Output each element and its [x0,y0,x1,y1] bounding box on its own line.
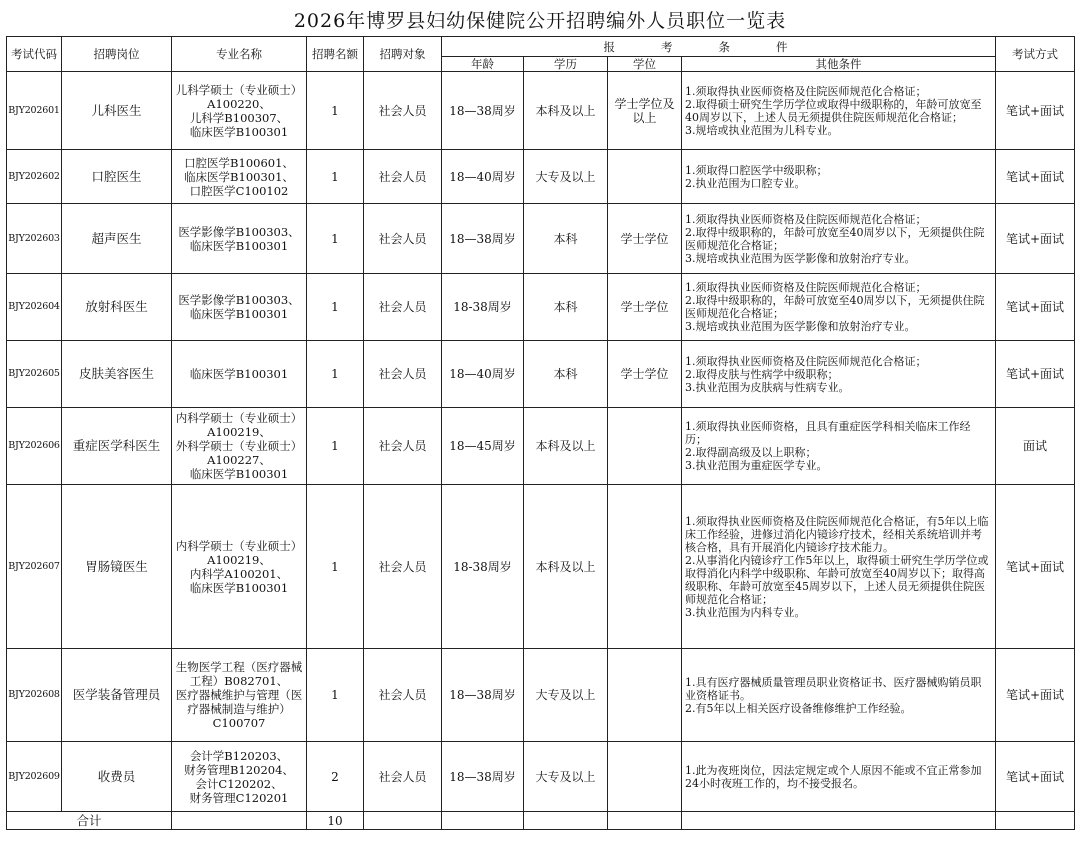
degree [608,408,682,485]
other-conditions: 1.须取得执业医师资格及住院医师规范化合格证； 2.取得硕士研究生学历学位或取得中级职称的，年龄可放宽至40周岁以下，上述人员无须提供住院医师规范化合格证； 3.规培或执业范围为儿科专业。 [682,72,996,150]
other-conditions: 1.此为夜班岗位，因法定规定或个人原因不能或不宜正常参加24小时夜班工作的，均不接受报名。 [682,742,996,812]
age: 18—38周岁 [442,742,524,812]
exam-code: BJY202607 [7,485,62,649]
table-row [7,274,1075,341]
header-position: 招聘岗位 [62,37,172,72]
age: 18—38周岁 [442,649,524,742]
degree [608,485,682,649]
header-degree: 学位 [608,57,682,72]
education: 大专及以上 [524,649,608,742]
major-name: 临床医学B100301 [172,341,307,408]
quota: 1 [307,485,364,649]
target: 社会人员 [364,274,442,341]
exam-method: 笔试+面试 [996,72,1075,150]
position-name: 重症医学科医生 [62,408,172,485]
table-row [7,150,1075,204]
other-conditions: 1.须取得执业医师资格，且具有重症医学科相关临床工作经历； 2.取得副高级及以上职称； 3.执业范围为重症医学专业。 [682,408,996,485]
major-name: 内科学硕士（专业硕士）A100219、 内科学A100201、 临床医学B100301 [172,485,307,649]
target: 社会人员 [364,204,442,274]
total-row [7,812,1075,830]
header-quota: 招聘名额 [307,37,364,72]
education: 本科 [524,204,608,274]
degree: 学士学位及以上 [608,72,682,150]
table-row [7,72,1075,150]
exam-code: BJY202603 [7,204,62,274]
header-other: 其他条件 [682,57,996,72]
quota: 1 [307,649,364,742]
age: 18—40周岁 [442,341,524,408]
exam-code: BJY202601 [7,72,62,150]
education: 本科 [524,274,608,341]
exam-code: BJY202605 [7,341,62,408]
degree: 学士学位 [608,274,682,341]
degree [608,649,682,742]
page-title: 2026年博罗县妇幼保健院公开招聘编外人员职位一览表 [293,10,787,32]
target: 社会人员 [364,341,442,408]
header-exam: 考试方式 [996,37,1075,72]
target: 社会人员 [364,485,442,649]
major-name: 医学影像学B100303、 临床医学B100301 [172,274,307,341]
other-conditions: 1.须取得执业医师资格及住院医师规范化合格证，有5年以上临床工作经验，进修过消化内镜诊疗技术，经相关系统培训并考核合格，具有开展消化内镜诊疗技术能力。 2.从事消化内镜诊疗工作5年以上，取得硕士研究生学历学位或取得消化内科学中级职称、年龄可放宽至40周岁以下；取得高级职称、年龄可放宽至45周岁以下，上述人员无须提供住院医师规范化合格证； 3.执业范围为内科专业。 [682,485,996,649]
major-name: 口腔医学B100601、 临床医学B100301、 口腔医学C100102 [172,150,307,204]
quota: 1 [307,150,364,204]
other-conditions: 1.须取得执业医师资格及住院医师规范化合格证； 2.取得中级职称的，年龄可放宽至40周岁以下，无须提供住院医师规范化合格证； 3.规培或执业范围为医学影像和放射治疗专业。 [682,204,996,274]
table-row [7,341,1075,408]
other-conditions: 1.须取得口腔医学中级职称； 2.执业范围为口腔专业。 [682,150,996,204]
degree [608,150,682,204]
position-name: 口腔医生 [62,150,172,204]
position-name: 医学装备管理员 [62,649,172,742]
age: 18—38周岁 [442,204,524,274]
table-row [7,408,1075,485]
exam-code: BJY202604 [7,274,62,341]
target: 社会人员 [364,408,442,485]
total-empty [996,812,1075,830]
total-label: 合计 [7,812,172,830]
exam-method: 笔试+面试 [996,204,1075,274]
table-row [7,649,1075,742]
major-name: 生物医学工程（医疗器械工程）B082701、 医疗器械维护与管理（医疗器械制造与维护）C100707 [172,649,307,742]
target: 社会人员 [364,742,442,812]
age: 18-38周岁 [442,274,524,341]
quota: 1 [307,341,364,408]
position-name: 胃肠镜医生 [62,485,172,649]
target: 社会人员 [364,649,442,742]
position-name: 超声医生 [62,204,172,274]
other-conditions: 1.须取得执业医师资格及住院医师规范化合格证； 2.取得中级职称的，年龄可放宽至40周岁以下，无须提供住院医师规范化合格证； 3.规培或执业范围为医学影像和放射治疗专业。 [682,274,996,341]
education: 本科 [524,341,608,408]
age: 18—38周岁 [442,72,524,150]
education: 本科及以上 [524,485,608,649]
degree: 学士学位 [608,204,682,274]
position-name: 儿科医生 [62,72,172,150]
education: 大专及以上 [524,150,608,204]
education: 本科及以上 [524,408,608,485]
total-empty [172,812,307,830]
exam-method: 笔试+面试 [996,649,1075,742]
quota: 1 [307,408,364,485]
position-name: 皮肤美容医生 [62,341,172,408]
exam-code: BJY202602 [7,150,62,204]
age: 18-38周岁 [442,485,524,649]
exam-method: 笔试+面试 [996,742,1075,812]
other-conditions: 1.具有医疗器械质量管理员职业资格证书、医疗器械购销员职业资格证书。 2.有5年以上相关医疗设备维修维护工作经验。 [682,649,996,742]
major-name: 内科学硕士（专业硕士）A100219、 外科学硕士（专业硕士）A100227、 临床医学B100301 [172,408,307,485]
header-age: 年龄 [442,57,524,72]
quota: 1 [307,274,364,341]
target: 社会人员 [364,150,442,204]
header-major: 专业名称 [172,37,307,72]
total-value: 10 [307,812,364,830]
total-empty [682,812,996,830]
major-name: 会计学B120203、 财务管理B120204、 会计C120202、 财务管理C120201 [172,742,307,812]
position-name: 收费员 [62,742,172,812]
quota: 1 [307,72,364,150]
quota: 1 [307,204,364,274]
header-conditions: 报考条件 [442,37,996,57]
target: 社会人员 [364,72,442,150]
exam-method: 笔试+面试 [996,341,1075,408]
header-code: 考试代码 [7,37,62,72]
table-row [7,204,1075,274]
exam-method: 笔试+面试 [996,485,1075,649]
header-target: 招聘对象 [364,37,442,72]
education: 本科及以上 [524,72,608,150]
total-empty [442,812,524,830]
age: 18—40周岁 [442,150,524,204]
degree: 学士学位 [608,341,682,408]
quota: 2 [307,742,364,812]
total-empty [364,812,442,830]
age: 18—45周岁 [442,408,524,485]
education: 大专及以上 [524,742,608,812]
exam-method: 笔试+面试 [996,274,1075,341]
header-education: 学历 [524,57,608,72]
other-conditions: 1.须取得执业医师资格及住院医师规范化合格证； 2.取得皮肤与性病学中级职称； 3.执业范围为皮肤病与性病专业。 [682,341,996,408]
positions-table [6,36,1075,830]
major-name: 医学影像学B100303、 临床医学B100301 [172,204,307,274]
table-row [7,742,1075,812]
exam-code: BJY202606 [7,408,62,485]
position-name: 放射科医生 [62,274,172,341]
total-empty [524,812,608,830]
exam-code: BJY202608 [7,649,62,742]
exam-method: 笔试+面试 [996,150,1075,204]
major-name: 儿科学硕士（专业硕士）A100220、 儿科学B100307、 临床医学B100301 [172,72,307,150]
degree [608,742,682,812]
total-empty [608,812,682,830]
table-row [7,485,1075,649]
exam-code: BJY202609 [7,742,62,812]
exam-method: 面试 [996,408,1075,485]
